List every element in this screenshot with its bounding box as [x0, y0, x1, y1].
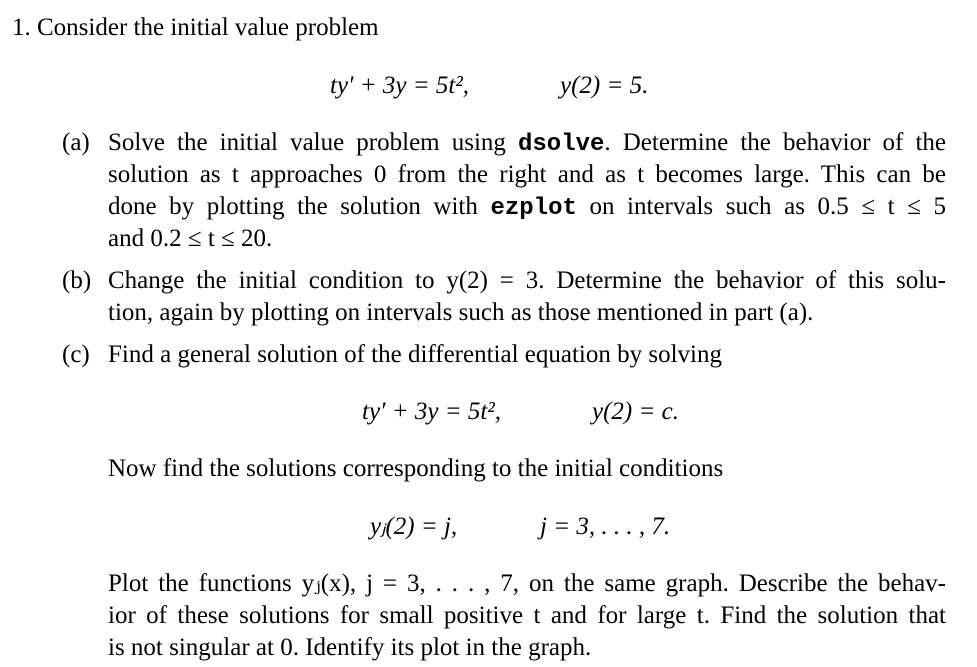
equation-1-lhs: ty′ + 3y = 5t², [330, 72, 470, 99]
part-a-line-1-pre: Solve the initial value problem using [108, 129, 506, 156]
problem-intro: Consider the initial value problem [37, 14, 379, 41]
part-b-line-1: Change the initial condition to y(2) = 3. Determine the behavior of this solu- [108, 267, 946, 294]
part-b-label: (b) [62, 267, 92, 294]
part-c-line-5: is not singular at 0. Identify its plot in the graph. [108, 634, 592, 661]
part-c-label: (c) [62, 341, 90, 368]
equation-2-ic: y(2) = c. [592, 398, 679, 425]
part-a-line-1-post: . Determine the behavior of the [604, 129, 946, 156]
part-a-line-4: and 0.2 ≤ t ≤ 20. [108, 225, 273, 252]
part-c-line-3: Plot the functions yⱼ(x), j = 3, . . . , 7, on the same graph. Describe the behav- [108, 570, 946, 597]
part-a-label: (a) [62, 129, 90, 156]
part-a-line-1 [108, 127, 946, 161]
ezplot-command: ezplot [490, 195, 577, 222]
problem-number: 1. [12, 14, 31, 41]
equation-3-rhs: j = 3, . . . , 7. [540, 513, 671, 540]
equation-3-lhs: yⱼ(2) = j, [370, 513, 458, 540]
equation-2-lhs: ty′ + 3y = 5t², [362, 398, 502, 425]
part-a-line-2: solution as t approaches 0 from the right and as t becomes large. This can be [108, 161, 946, 188]
equation-2-condition [592, 396, 679, 428]
dsolve-command: dsolve [517, 131, 605, 158]
equation-1-ic: y(2) = 5. [560, 72, 649, 99]
part-a-line-3 [108, 191, 946, 225]
part-b-line-2: tion, again by plotting on intervals such as those mentioned in part (a). [108, 299, 814, 326]
equation-3 [370, 511, 457, 543]
part-c-line-2: Now find the solutions corresponding to the initial conditions [108, 455, 724, 482]
part-a-line-3-pre: done by plotting the solution with [108, 193, 478, 220]
part-c-line-1: Find a general solution of the differential equation by solving [108, 341, 722, 368]
part-a-line-3-post: on intervals such as 0.5 ≤ t ≤ 5 [589, 193, 947, 220]
equation-1-condition [560, 70, 648, 102]
equation-3-range [540, 511, 670, 543]
equation-2 [362, 396, 501, 428]
part-c-line-4: ior of these solutions for small positive t and for large t. Find the solution that [108, 602, 946, 629]
problem-header [12, 12, 379, 44]
equation-1 [330, 70, 469, 102]
